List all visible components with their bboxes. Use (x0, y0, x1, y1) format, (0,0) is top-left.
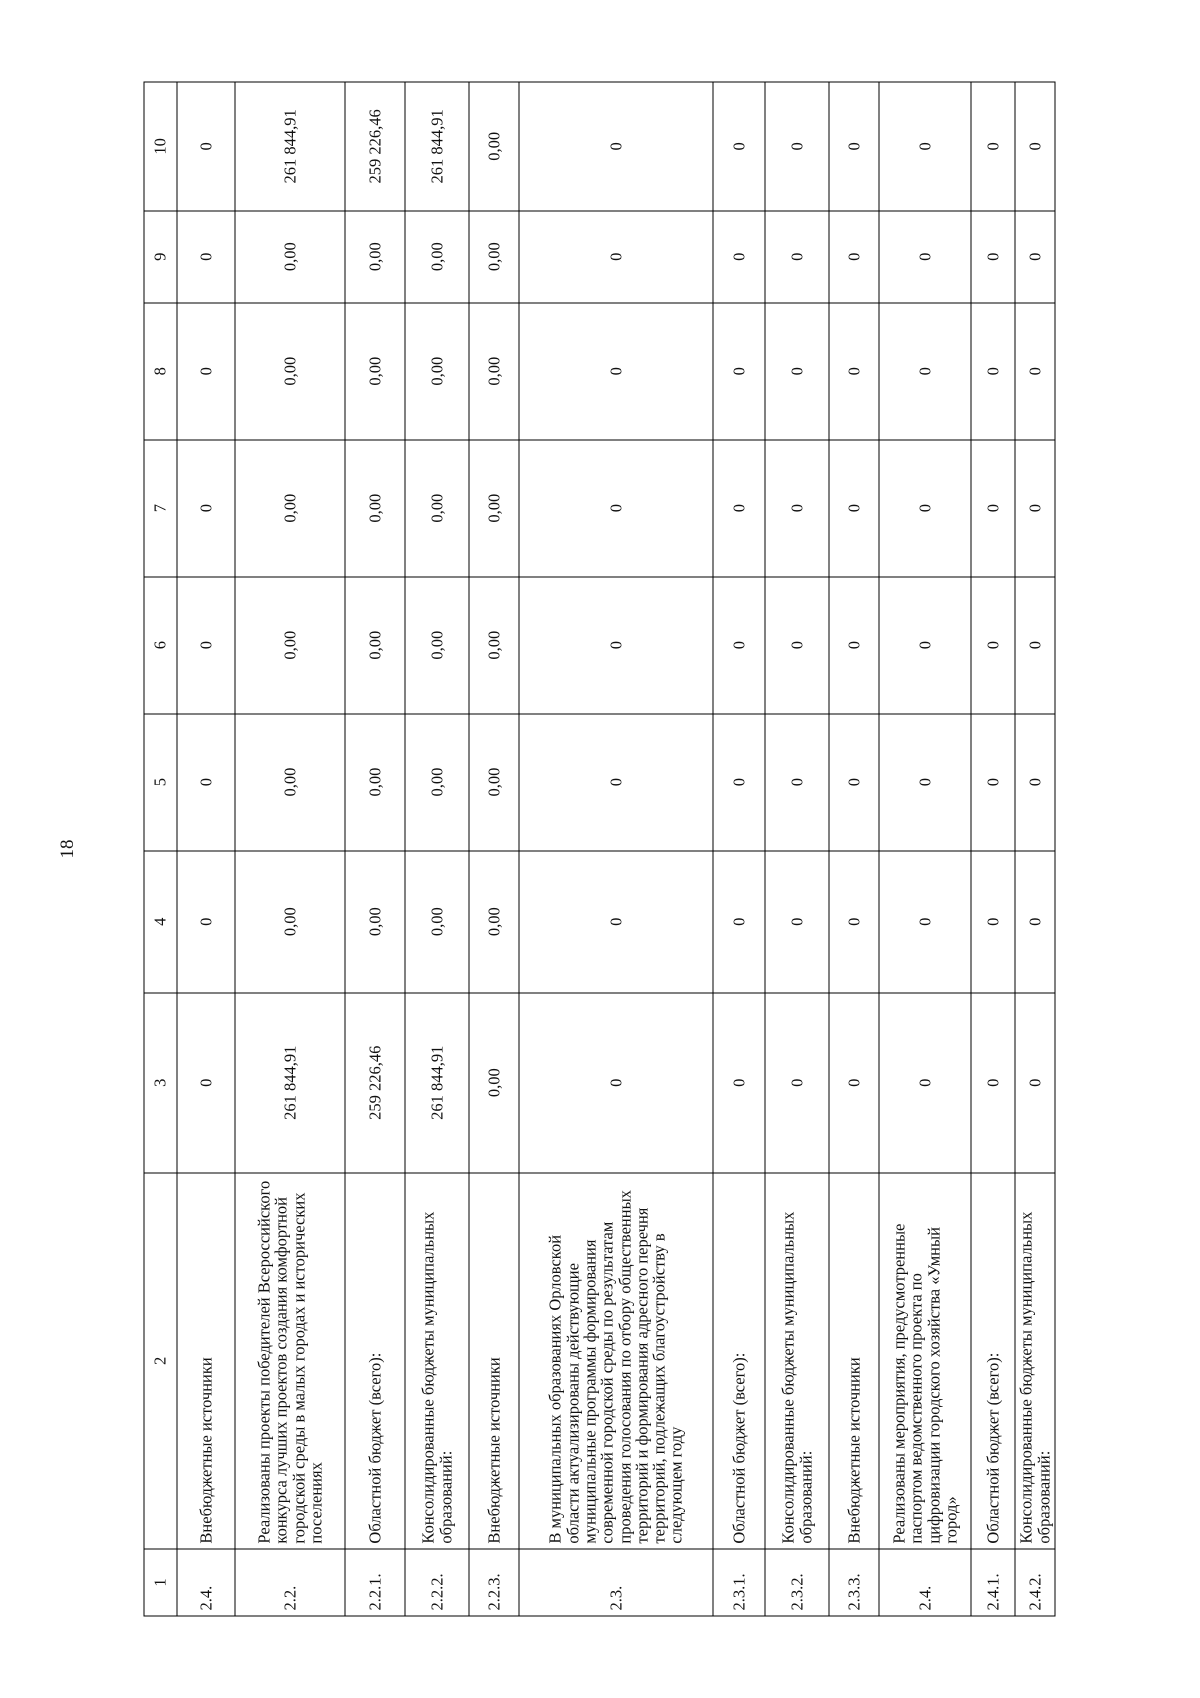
column-header: 1 (144, 1549, 177, 1616)
value-cell: 0 (829, 440, 879, 577)
value-cell: 0 (713, 851, 765, 993)
row-number-cell: 2.3.3. (829, 1549, 879, 1616)
value-cell: 259 226,46 (345, 993, 405, 1173)
row-number-cell: 2.4.1. (971, 1549, 1015, 1616)
value-cell: 0 (713, 303, 765, 440)
table-row (713, 82, 765, 1616)
value-cell: 0,00 (345, 851, 405, 993)
row-number-cell: 2.2.1. (345, 1549, 405, 1616)
value-cell: 0 (713, 577, 765, 714)
value-cell: 0 (1015, 303, 1055, 440)
value-cell: 0 (971, 851, 1015, 993)
value-cell: 0 (713, 714, 765, 851)
value-cell: 0 (713, 993, 765, 1173)
value-cell: 0 (765, 211, 829, 303)
value-cell: 0 (879, 577, 971, 714)
value-cell: 0 (177, 577, 235, 714)
value-cell: 0,00 (345, 303, 405, 440)
value-cell: 0 (177, 303, 235, 440)
value-cell: 0 (829, 993, 879, 1173)
value-cell: 0,00 (345, 440, 405, 577)
value-cell: 0 (829, 851, 879, 993)
column-header: 8 (144, 303, 177, 440)
row-number-cell: 2.2.2. (405, 1549, 469, 1616)
row-number-cell: 2.3. (519, 1549, 713, 1616)
value-cell: 261 844,91 (405, 82, 469, 211)
column-header: 2 (144, 1173, 177, 1549)
row-number-cell: 2.3.1. (713, 1549, 765, 1616)
value-cell: 0 (1015, 851, 1055, 993)
value-cell: 0,00 (469, 211, 519, 303)
row-name-cell: Внебюджетные источники (829, 1173, 879, 1549)
value-cell: 0,00 (235, 714, 345, 851)
value-cell: 0 (829, 82, 879, 211)
value-cell: 0,00 (405, 577, 469, 714)
value-cell: 0 (829, 577, 879, 714)
value-cell: 0 (879, 303, 971, 440)
table-row (345, 82, 405, 1616)
value-cell: 0,00 (235, 577, 345, 714)
column-header: 7 (144, 440, 177, 577)
value-cell: 0,00 (235, 211, 345, 303)
value-cell: 0 (765, 851, 829, 993)
row-number-cell: 2.4.2. (1015, 1549, 1055, 1616)
row-name-cell: Областной бюджет (всего): (345, 1173, 405, 1549)
row-number-cell: 2.2. (235, 1549, 345, 1616)
value-cell: 0 (519, 82, 713, 211)
value-cell: 0,00 (405, 440, 469, 577)
value-cell: 0 (177, 714, 235, 851)
row-name-cell: Консолидированные бюджеты муниципальных образований: (1015, 1173, 1055, 1549)
value-cell: 0 (177, 440, 235, 577)
value-cell: 261 844,91 (235, 993, 345, 1173)
table-row (177, 82, 235, 1616)
value-cell: 0 (177, 211, 235, 303)
value-cell: 0,00 (469, 440, 519, 577)
value-cell: 0 (713, 440, 765, 577)
value-cell: 0 (879, 714, 971, 851)
value-cell: 0 (829, 211, 879, 303)
value-cell: 0 (177, 993, 235, 1173)
value-cell: 0 (971, 211, 1015, 303)
row-name-cell: Реализованы мероприятия, предусмотренные паспортом ведомственного проекта по цифровизации городского хозяйства «Умный город» (879, 1173, 971, 1549)
value-cell: 0 (177, 82, 235, 211)
table-row (519, 82, 713, 1616)
column-header: 5 (144, 714, 177, 851)
row-name-cell: Реализованы проекты победителей Всероссийского конкурса лучших проектов создания комфортной городской среды в малых городах и исторических поселениях (235, 1173, 345, 1549)
value-cell: 0 (879, 211, 971, 303)
value-cell: 0 (765, 714, 829, 851)
row-number-cell: 2.2.3. (469, 1549, 519, 1616)
row-name-cell: Внебюджетные источники (469, 1173, 519, 1549)
table-row (829, 82, 879, 1616)
row-name-cell: В муниципальных образованиях Орловской области актуализированы действующие муниципальные программы формирования современной городской среды по результатам проведения голосования по отбору общественных территорий и формирования адресного перечня территорий, подлежащих благоустройству в следующем году (519, 1173, 713, 1549)
table-row (1015, 82, 1055, 1616)
column-header: 4 (144, 851, 177, 993)
value-cell: 0 (519, 851, 713, 993)
value-cell: 0 (879, 993, 971, 1173)
table-row (879, 82, 971, 1616)
value-cell: 0 (971, 82, 1015, 211)
table-row (971, 82, 1015, 1616)
value-cell: 0 (713, 82, 765, 211)
row-number-cell: 2.4. (879, 1549, 971, 1616)
value-cell: 0,00 (235, 851, 345, 993)
value-cell: 0 (519, 303, 713, 440)
value-cell: 0 (713, 211, 765, 303)
value-cell: 0 (765, 440, 829, 577)
value-cell: 0 (765, 577, 829, 714)
value-cell: 0 (1015, 440, 1055, 577)
value-cell: 0 (971, 303, 1015, 440)
table-row (235, 82, 345, 1616)
rotated-sheet (144, 82, 1200, 1617)
page-number: 18 (57, 839, 78, 859)
value-cell: 0,00 (469, 993, 519, 1173)
value-cell: 0 (519, 577, 713, 714)
row-name-cell: Областной бюджет (всего): (713, 1173, 765, 1549)
value-cell: 0 (829, 303, 879, 440)
column-number-row (144, 82, 177, 1616)
value-cell: 0,00 (405, 851, 469, 993)
value-cell: 0 (971, 577, 1015, 714)
value-cell: 0 (879, 851, 971, 993)
row-number-cell: 2.3.2. (765, 1549, 829, 1616)
value-cell: 0,00 (405, 211, 469, 303)
column-header: 3 (144, 993, 177, 1173)
value-cell: 0,00 (469, 714, 519, 851)
value-cell: 0 (1015, 577, 1055, 714)
value-cell: 0 (1015, 714, 1055, 851)
value-cell: 261 844,91 (405, 993, 469, 1173)
value-cell: 0 (519, 440, 713, 577)
value-cell: 0,00 (469, 82, 519, 211)
column-header: 10 (144, 82, 177, 211)
value-cell: 0 (1015, 993, 1055, 1173)
table-row (405, 82, 469, 1616)
table-row (765, 82, 829, 1616)
value-cell: 0,00 (469, 303, 519, 440)
value-cell: 0 (765, 993, 829, 1173)
table-body (144, 82, 1055, 1616)
value-cell: 0,00 (469, 851, 519, 993)
value-cell: 0,00 (235, 303, 345, 440)
value-cell: 0 (971, 440, 1015, 577)
row-name-cell: Внебюджетные источники (177, 1173, 235, 1549)
value-cell: 0,00 (345, 211, 405, 303)
row-name-cell: Областной бюджет (всего): (971, 1173, 1015, 1549)
value-cell: 0,00 (345, 577, 405, 714)
value-cell: 0,00 (235, 440, 345, 577)
row-name-cell: Консолидированные бюджеты муниципальных образований: (405, 1173, 469, 1549)
value-cell: 0 (1015, 211, 1055, 303)
value-cell: 0 (519, 993, 713, 1173)
value-cell: 0 (971, 714, 1015, 851)
value-cell: 259 226,46 (345, 82, 405, 211)
row-number-cell: 2.4. (177, 1549, 235, 1616)
value-cell: 0,00 (345, 714, 405, 851)
value-cell: 0 (1015, 82, 1055, 211)
value-cell: 0,00 (405, 714, 469, 851)
value-cell: 0 (971, 993, 1015, 1173)
value-cell: 0 (829, 714, 879, 851)
value-cell: 0 (765, 303, 829, 440)
column-header: 9 (144, 211, 177, 303)
value-cell: 0,00 (405, 303, 469, 440)
row-name-cell: Консолидированные бюджеты муниципальных образований: (765, 1173, 829, 1549)
value-cell: 261 844,91 (235, 82, 345, 211)
value-cell: 0 (879, 440, 971, 577)
value-cell: 0,00 (469, 577, 519, 714)
column-header: 6 (144, 577, 177, 714)
value-cell: 0 (177, 851, 235, 993)
value-cell: 0 (519, 714, 713, 851)
value-cell: 0 (765, 82, 829, 211)
value-cell: 0 (519, 211, 713, 303)
table-row (469, 82, 519, 1616)
value-cell: 0 (879, 82, 971, 211)
budget-table (144, 82, 1056, 1617)
